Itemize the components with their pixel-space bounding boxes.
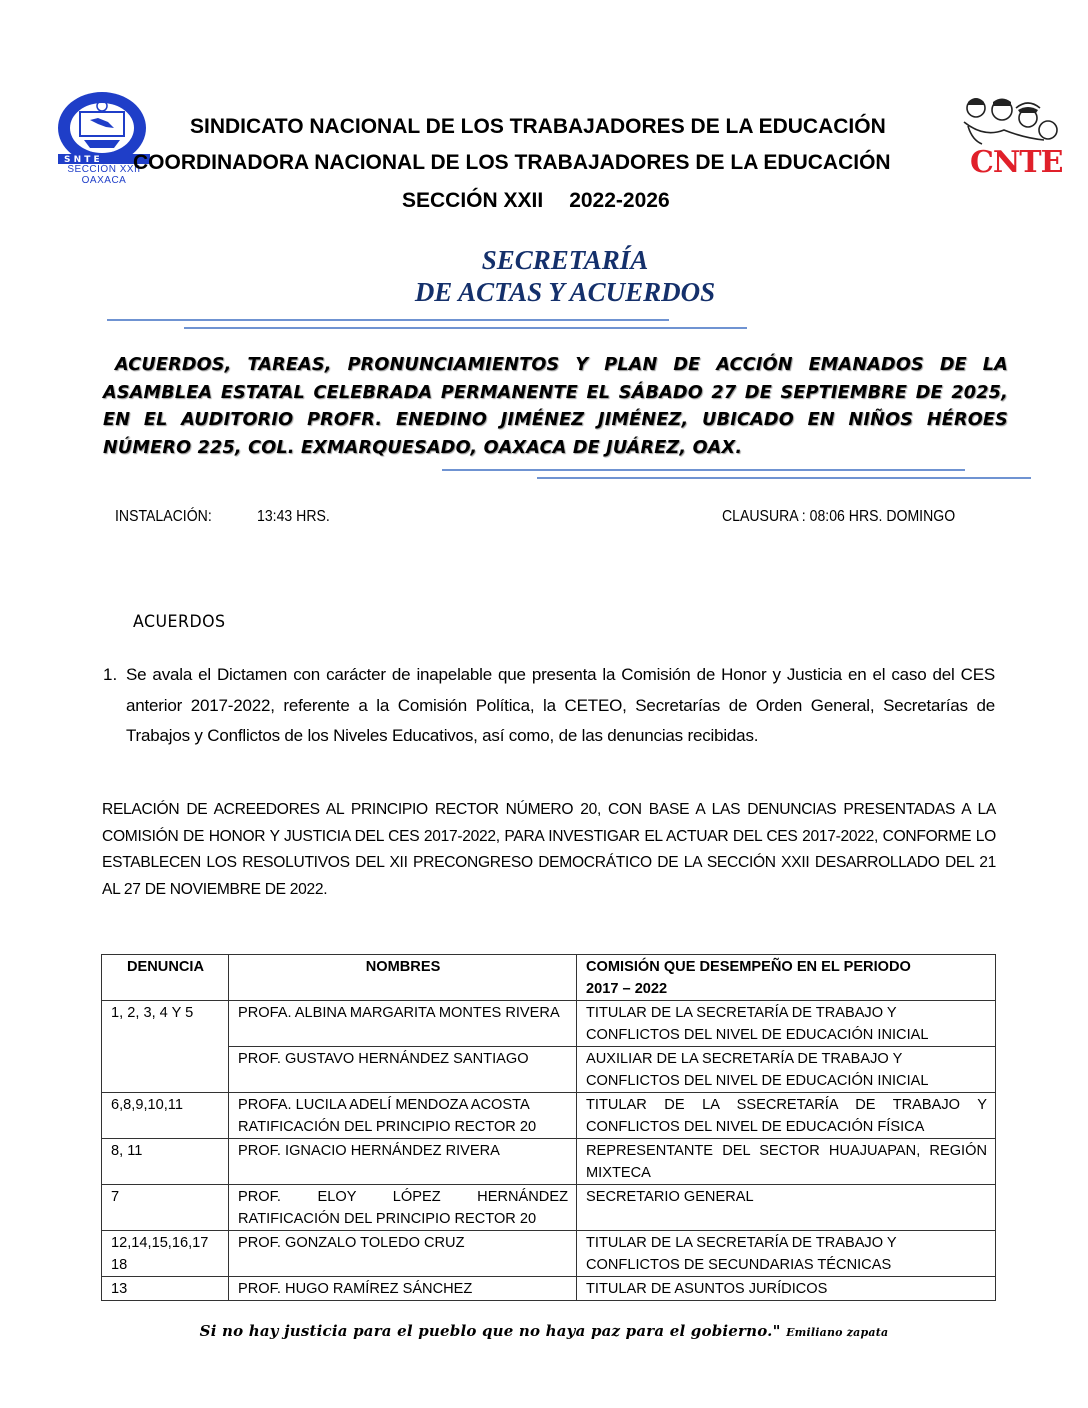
table-row [102,1093,996,1139]
cell-comision: TITULAR DE LA SSECRETARÍA DE TRABAJO Y CONFLICTOS DEL NIVEL DE EDUCACIÓN FÍSICA [577,1093,996,1139]
table-row [102,1231,996,1277]
snte-caption-state: OAXACA [81,175,127,186]
acuerdos-heading: ACUERDOS [133,612,226,632]
svg-text:S N T E: S N T E [64,155,100,165]
table-row [102,1139,996,1185]
agreement-text: Se avala el Dictamen con carácter de inapelable que presenta la Comisión de Honor y Justicia en el caso del CES anterior 2017-2022, referente a la Comisión Política, la CETEO, Secretarías de Orden General, Secretarías de Trabajos y Conflictos de los Niveles Educativos, así como, de las denuncias recibidas. [126,665,995,745]
cnte-logo-text: CNTE [970,145,1063,180]
cell-comision: REPRESENTANTE DEL SECTOR HUAJUAPAN, REGIÓN MIXTECA [577,1139,996,1185]
header-comision-line1: COMISIÓN QUE DESEMPEÑO EN EL PERIODO [586,959,911,975]
clausura-value: CLAUSURA : 08:06 HRS. DOMINGO [722,508,956,525]
nombre-text: PROF. ELOY LÓPEZ HERNÁNDEZ [238,1189,568,1205]
cell-denuncia: 7 [102,1185,229,1231]
section-period [402,189,670,213]
header-nombres: NOMBRES [229,955,577,1001]
cell-denuncia: 13 [102,1277,229,1301]
nombre-text: PROFA. LUCILA ADELÍ MENDOZA ACOSTA [238,1097,530,1113]
snte-caption-section: SECCIÓN XXII [67,164,141,175]
denuncias-table [101,954,996,1301]
intro-rule-upper [442,469,965,471]
header-comision-line2: 2017 – 2022 [586,981,668,997]
cell-comision: AUXILIAR DE LA SECRETARÍA DE TRABAJO Y CONFLICTOS DEL NIVEL DE EDUCACIÓN INICIAL [577,1047,996,1093]
cell-denuncia: 12,14,15,16,17 18 [102,1231,229,1277]
cell-nombre [229,1093,577,1139]
cell-denuncia: 6,8,9,10,11 [102,1093,229,1139]
table-row [102,1047,996,1093]
title-rule-upper [107,319,669,321]
cell-nombre [229,1185,577,1231]
cell-nombre: PROF. HUGO RAMÍREZ SÁNCHEZ [229,1277,577,1301]
cell-nombre: PROF. IGNACIO HERNÁNDEZ RIVERA [229,1139,577,1185]
cell-nombre: PROF. GONZALO TOLEDO CRUZ [229,1231,577,1277]
cell-nombre: PROFA. ALBINA MARGARITA MONTES RIVERA [229,1001,577,1047]
header-comision [577,955,996,1001]
table-row [102,1185,996,1231]
period-label: 2022-2026 [569,189,670,212]
table-header-row [102,955,996,1001]
cell-comision: SECRETARIO GENERAL [577,1185,996,1231]
assembly-intro [103,352,1008,462]
secretaria-title-line1: SECRETARÍA [481,245,649,275]
agreement-number: 1. [103,665,118,684]
cell-nombre: PROF. GUSTAVO HERNÁNDEZ SANTIAGO [229,1047,577,1093]
nombre-note: RATIFICACIÓN DEL PRINCIPIO RECTOR 20 [238,1119,537,1135]
nombre-note: RATIFICACIÓN DEL PRINCIPIO RECTOR 20 [238,1211,537,1227]
intro-rule-lower [537,477,1031,479]
instalacion-value: 13:43 HRS. [257,508,330,525]
footer-quote [0,1322,1088,1340]
cell-comision: TITULAR DE LA SECRETARÍA DE TRABAJO Y CONFLICTOS DEL NIVEL DE EDUCACIÓN INICIAL [577,1001,996,1047]
cell-denuncia: 8, 11 [102,1139,229,1185]
coordinator-name: COORDINADORA NACIONAL DE LOS TRABAJADORES DE LA EDUCACIÓN [133,151,891,174]
header-denuncia: DENUNCIA [102,955,229,1001]
cell-comision: TITULAR DE ASUNTOS JURÍDICOS [577,1277,996,1301]
assembly-intro-text: ACUERDOS, TAREAS, PRONUNCIAMIENTOS Y PLAN DE ACCIÓN EMANADOS DE LA ASAMBLEA ESTATAL CELEBRADA PERMANENTE EL SÁBADO 27 DE SEPTIEMBRE DE 2025, EN EL AUDITORIO PROFR. ENEDINO JIMÉNEZ JIMÉNEZ, UBICADO EN NIÑOS HÉROES NÚMERO 225, COL. EXMARQUESADO, OAXACA DE JUÁREZ, OAX. [103,355,1008,458]
table-row [102,1001,996,1047]
instalacion-label: INSTALACIÓN: [115,508,212,525]
table-row [102,1277,996,1301]
agreement-item [103,660,995,752]
union-name: SINDICATO NACIONAL DE LOS TRABAJADORES DE LA EDUCACIÓN [190,115,886,138]
cell-denuncia: 1, 2, 3, 4 Y 5 [102,1001,229,1093]
secretaria-title-line2: DE ACTAS Y ACUERDOS [414,277,716,307]
cell-comision: TITULAR DE LA SECRETARÍA DE TRABAJO Y CONFLICTOS DE SECUNDARIAS TÉCNICAS [577,1231,996,1277]
quote-author: Emiliano zapata [786,1326,889,1339]
quote-text: Si no hay justicia para el pueblo que no haya paz para el gobierno." [199,1322,781,1340]
section-label: SECCIÓN XXII [402,189,544,212]
relacion-paragraph: RELACIÓN DE ACREEDORES AL PRINCIPIO RECTOR NÚMERO 20, CON BASE A LAS DENUNCIAS PRESENTADAS A LA COMISIÓN DE HONOR Y JUSTICIA DEL CES 2017-2022, PARA INVESTIGAR EL ACTUAR DEL CES 2017-2022, CONFORME LO ESTABLECEN LOS RESOLUTIVOS DEL XII PRECONGRESO DEMOCRÁTICO DE LA SECCIÓN XXII DESARROLLADO DEL 21 AL 27 DE NOVIEMBRE DE 2022. [102,801,996,898]
title-rule-lower [184,327,747,329]
